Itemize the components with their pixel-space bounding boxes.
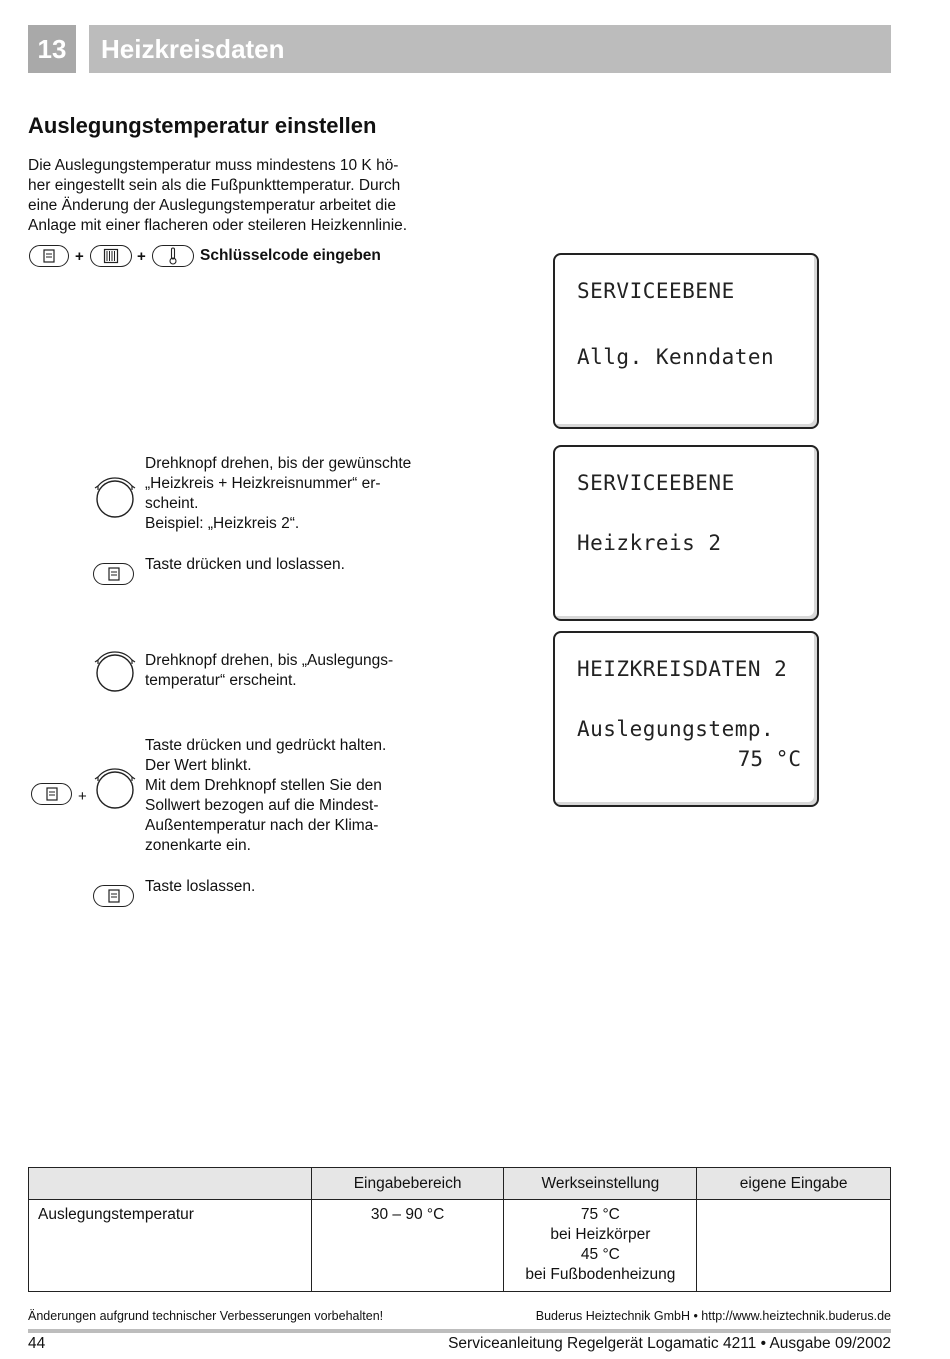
- table-header: Eingabebereich: [311, 1168, 504, 1200]
- param-range: 30 – 90 °C: [311, 1200, 504, 1292]
- table-row: [29, 1200, 891, 1292]
- step-line: zonenkarte ein.: [145, 837, 251, 854]
- lcd-display-1: [553, 253, 819, 429]
- footer-company: Buderus Heiztechnik GmbH • http://www.heiztechnik.buderus.de: [535, 1309, 891, 1323]
- table-header: Werkseinstellung: [504, 1168, 697, 1200]
- display-key-icon: [93, 563, 134, 585]
- step-line: Taste loslassen.: [145, 878, 256, 895]
- lcd-display-2: [553, 445, 819, 621]
- rotary-knob-icon: [92, 765, 138, 811]
- step-hold-and-adjust: [145, 736, 386, 856]
- lcd-display-3: [553, 631, 819, 807]
- parameter-table: [28, 1167, 891, 1292]
- step-line: Der Wert blinkt.: [145, 757, 252, 774]
- lcd-line-1: SERVICEEBENE: [577, 471, 735, 495]
- step-press-release: [145, 555, 345, 575]
- footer-divider: [28, 1329, 891, 1333]
- display-key-icon: [93, 885, 134, 907]
- intro-line: Die Auslegungstemperatur muss mindestens 10 K hö-: [28, 157, 399, 174]
- intro-line: eine Änderung der Auslegungstemperatur arbeitet die: [28, 197, 396, 214]
- keycode-label: Schlüsselcode eingeben: [200, 247, 381, 264]
- table-header: [29, 1168, 312, 1200]
- step-line: Taste drücken und loslassen.: [145, 556, 345, 573]
- display-key-icon: [29, 245, 69, 267]
- step-line: Drehknopf drehen, bis „Auslegungs-: [145, 652, 394, 669]
- intro-paragraph: [28, 156, 448, 236]
- rotary-knob-icon: [92, 474, 138, 520]
- chapter-number: 13: [28, 25, 76, 73]
- lcd-line-2: Heizkreis 2: [577, 531, 722, 555]
- rotary-knob-icon: [92, 648, 138, 694]
- step-rotate-heating-circuit: [145, 454, 411, 534]
- lcd-value: 75 °C: [737, 747, 801, 771]
- plus-sign: +: [75, 248, 84, 265]
- lcd-line-1: SERVICEEBENE: [577, 279, 735, 303]
- step-line: Außentemperatur nach der Klima-: [145, 817, 379, 834]
- plus-sign: +: [137, 248, 146, 265]
- factory-line: 75 °C: [580, 1206, 620, 1223]
- section-heading: Auslegungstemperatur einstellen: [28, 113, 377, 138]
- lcd-line-1: HEIZKREISDATEN 2: [577, 657, 788, 681]
- step-line: Mit dem Drehknopf stellen Sie den: [145, 777, 382, 794]
- thermometer-key-icon: [152, 245, 194, 267]
- display-key-icon: [31, 783, 72, 805]
- step-line: Drehknopf drehen, bis der gewünschte: [145, 455, 412, 472]
- radiator-key-icon: [90, 245, 132, 267]
- step-line: Sollwert bezogen auf die Mindest-: [145, 797, 379, 814]
- step-line: temperatur“ erscheint.: [145, 672, 297, 689]
- plus-sign: +: [78, 788, 87, 805]
- step-rotate-design-temp: [145, 651, 393, 691]
- document-title: Serviceanleitung Regelgerät Logamatic 4211 • Ausgabe 09/2002: [448, 1335, 891, 1352]
- factory-line: 45 °C: [580, 1246, 620, 1263]
- param-own-input: [697, 1200, 891, 1292]
- page-number: 44: [28, 1335, 46, 1352]
- param-name: Auslegungstemperatur: [29, 1200, 312, 1292]
- intro-line: Anlage mit einer flacheren oder steileren Heizkennlinie.: [28, 217, 408, 234]
- intro-line: her eingestellt sein als die Fußpunkttemperatur. Durch: [28, 177, 401, 194]
- step-line: Taste drücken und gedrückt halten.: [145, 737, 387, 754]
- chapter-title: Heizkreisdaten: [89, 25, 891, 73]
- factory-line: bei Heizkörper: [550, 1226, 651, 1243]
- table-header: eigene Eingabe: [697, 1168, 891, 1200]
- step-release: [145, 877, 255, 897]
- lcd-line-2: Allg. Kenndaten: [577, 345, 775, 369]
- step-line: Beispiel: „Heizkreis 2“.: [145, 515, 300, 532]
- factory-line: bei Fußbodenheizung: [525, 1266, 676, 1283]
- step-line: scheint.: [145, 495, 199, 512]
- footer-notice: Änderungen aufgrund technischer Verbesserungen vorbehalten!: [28, 1309, 384, 1323]
- table-header-row: [29, 1168, 891, 1200]
- step-line: „Heizkreis + Heizkreisnummer“ er-: [145, 475, 381, 492]
- lcd-line-2: Auslegungstemp.: [577, 717, 775, 741]
- param-factory-setting: [504, 1200, 697, 1292]
